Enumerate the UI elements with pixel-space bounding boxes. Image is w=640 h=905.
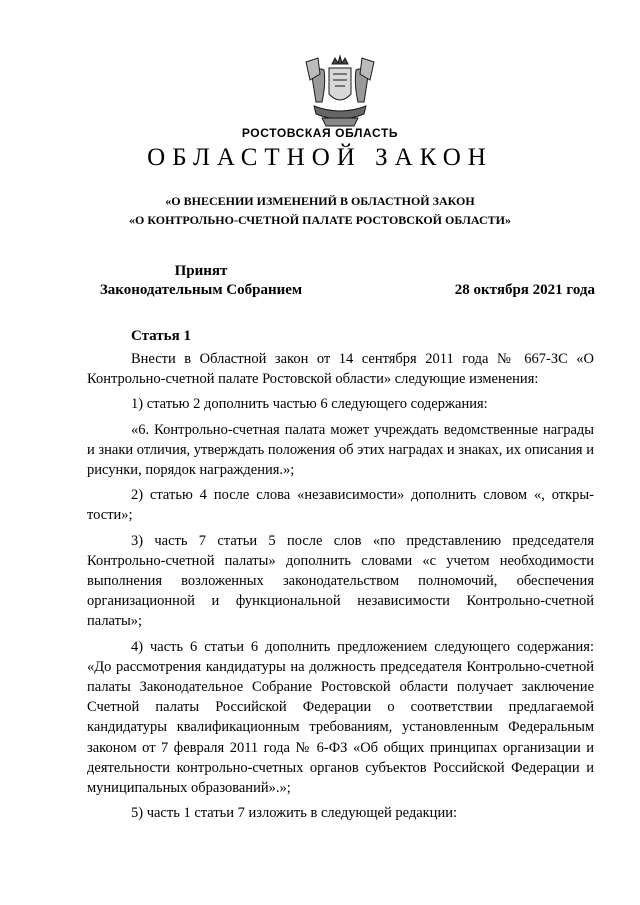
law-type-title: ОБЛАСТНОЙ ЗАКОН bbox=[147, 144, 493, 171]
adoption-line-2: Законодательным Собранием bbox=[99, 282, 303, 298]
article-paragraph: «6. Контрольно-счетная палата может учреждать ведомственные награды и знаки отличия, утверждать положения об этих наградах и знаках, их описания и рисунки, порядок награждения.»; bbox=[87, 421, 594, 479]
article-paragraph: Внести в Областной закон от 14 сентября 2011 года № 667-ЗС «О Контрольно-счетной палате Ростовской области» следующие изменения: bbox=[87, 351, 594, 388]
article-paragraph: 3) часть 7 статьи 5 после слов «по представлению председателя Контрольно-счетной палаты» дополнить словами «с учетом необходимости выполнения возложенных законодательством полномочий, обеспечения организационной и функциональной независимости Контрольно-счетной палаты»; bbox=[87, 532, 594, 630]
adoption-line-1: Принят bbox=[174, 263, 228, 279]
article-body bbox=[87, 349, 594, 828]
subtitle-line-1: «О ВНЕСЕНИИ ИЗМЕНЕНИЙ В ОБЛАСТНОЙ ЗАКОН bbox=[165, 194, 475, 208]
article-paragraph: 2) статью 4 после слова «независимости» дополнить словом «, открытости»; bbox=[87, 487, 594, 524]
article-heading: Статья 1 bbox=[131, 328, 191, 344]
article-paragraph: 4) часть 6 статьи 6 дополнить предложением следующего содержания: «До рассмотрения кандидатуры на должность председателя Контрольно-счетной палаты Законодательное Собрание Ростовской области получает заключение Счетной палаты Российской Федерации о соответствии предлагаемой кандидатуры квалификационным требованиям, установленным Федеральным законом от 7 февраля 2011 года № 6-ФЗ «Об общих принципах организации и деятельности контрольно-счетных органов субъектов Российской Федерации и муниципальных образований».»; bbox=[87, 638, 594, 797]
article-paragraph: 5) часть 1 статьи 7 изложить в следующей редакции: bbox=[131, 805, 457, 822]
subtitle-line-2: «О КОНТРОЛЬНО-СЧЕТНОЙ ПАЛАТЕ РОСТОВСКОЙ ОБЛАСТИ» bbox=[129, 213, 511, 227]
adoption-date: 28 октября 2021 года bbox=[454, 282, 595, 298]
adoption-body bbox=[96, 262, 306, 300]
coat-of-arms-icon bbox=[302, 54, 378, 128]
region-name: РОСТОВСКАЯ ОБЛАСТЬ bbox=[241, 126, 399, 140]
law-subtitle bbox=[0, 192, 640, 230]
article-paragraph: 1) статью 2 дополнить частью 6 следующего содержания: bbox=[131, 396, 488, 413]
